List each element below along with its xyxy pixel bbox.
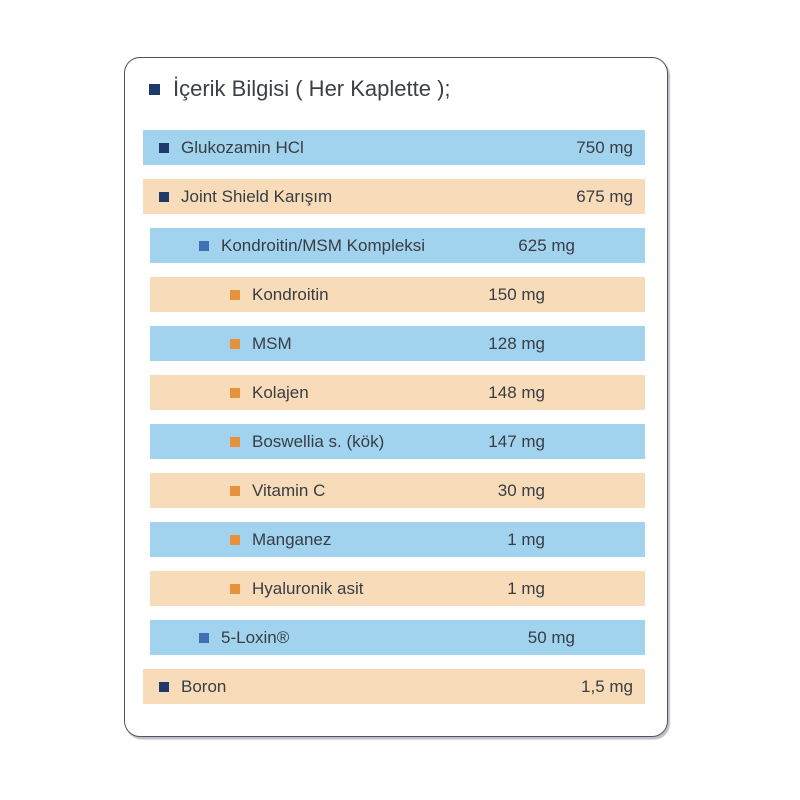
table-row: [150, 620, 645, 655]
ingredient-label: Kondroitin: [252, 284, 329, 304]
orange-square-icon: [230, 486, 240, 496]
ingredient-label: MSM: [252, 333, 292, 353]
navy-square-icon: [159, 143, 169, 153]
orange-square-icon: [230, 535, 240, 545]
orange-square-icon: [230, 584, 240, 594]
ingredient-amount: 1,5 mg: [581, 676, 633, 696]
table-row: [150, 473, 645, 508]
ingredient-amount: 1 mg: [507, 578, 545, 598]
table-row: [150, 571, 645, 606]
table-row: [150, 522, 645, 557]
table-row: [150, 228, 645, 263]
ingredient-amount: 148 mg: [488, 382, 545, 402]
navy-square-icon: [149, 84, 160, 95]
ingredient-label: Joint Shield Karışım: [181, 186, 333, 206]
ingredient-label: Boswellia s. (kök): [252, 431, 385, 451]
ingredient-amount: 147 mg: [488, 431, 545, 451]
ingredient-amount: 675 mg: [576, 186, 633, 206]
ingredient-amount: 128 mg: [488, 333, 545, 353]
ingredient-label: Boron: [181, 676, 227, 696]
orange-square-icon: [230, 290, 240, 300]
table-row: [143, 669, 645, 704]
ingredient-amount: 150 mg: [488, 284, 545, 304]
blue-square-icon: [199, 633, 209, 643]
ingredient-label: Kolajen: [252, 382, 309, 402]
orange-square-icon: [230, 388, 240, 398]
ingredient-label: Kondroitin/MSM Kompleksi: [221, 235, 426, 255]
table-row: [150, 326, 645, 361]
navy-square-icon: [159, 682, 169, 692]
ingredient-label: Manganez: [252, 529, 332, 549]
ingredient-label: Hyaluronik asit: [252, 578, 364, 598]
table-row: [143, 179, 645, 214]
table-row: [150, 424, 645, 459]
ingredient-amount: 625 mg: [518, 235, 575, 255]
orange-square-icon: [230, 339, 240, 349]
ingredient-label: Glukozamin HCl: [181, 137, 304, 157]
ingredient-label: 5-Loxin®: [221, 627, 290, 647]
table-row: [150, 375, 645, 410]
table-row: [143, 130, 645, 165]
ingredient-amount: 50 mg: [527, 627, 575, 647]
navy-square-icon: [159, 192, 169, 202]
table-row: [150, 277, 645, 312]
card-title-row: [149, 76, 645, 102]
ingredient-amount: 750 mg: [576, 137, 633, 157]
page-title: İçerik Bilgisi ( Her Kaplette );: [173, 76, 451, 101]
ingredient-label: Vitamin C: [252, 480, 326, 500]
ingredient-amount: 30 mg: [497, 480, 545, 500]
ingredient-info-card: [124, 57, 668, 737]
ingredient-table: [145, 130, 645, 704]
ingredient-amount: 1 mg: [507, 529, 545, 549]
orange-square-icon: [230, 437, 240, 447]
blue-square-icon: [199, 241, 209, 251]
